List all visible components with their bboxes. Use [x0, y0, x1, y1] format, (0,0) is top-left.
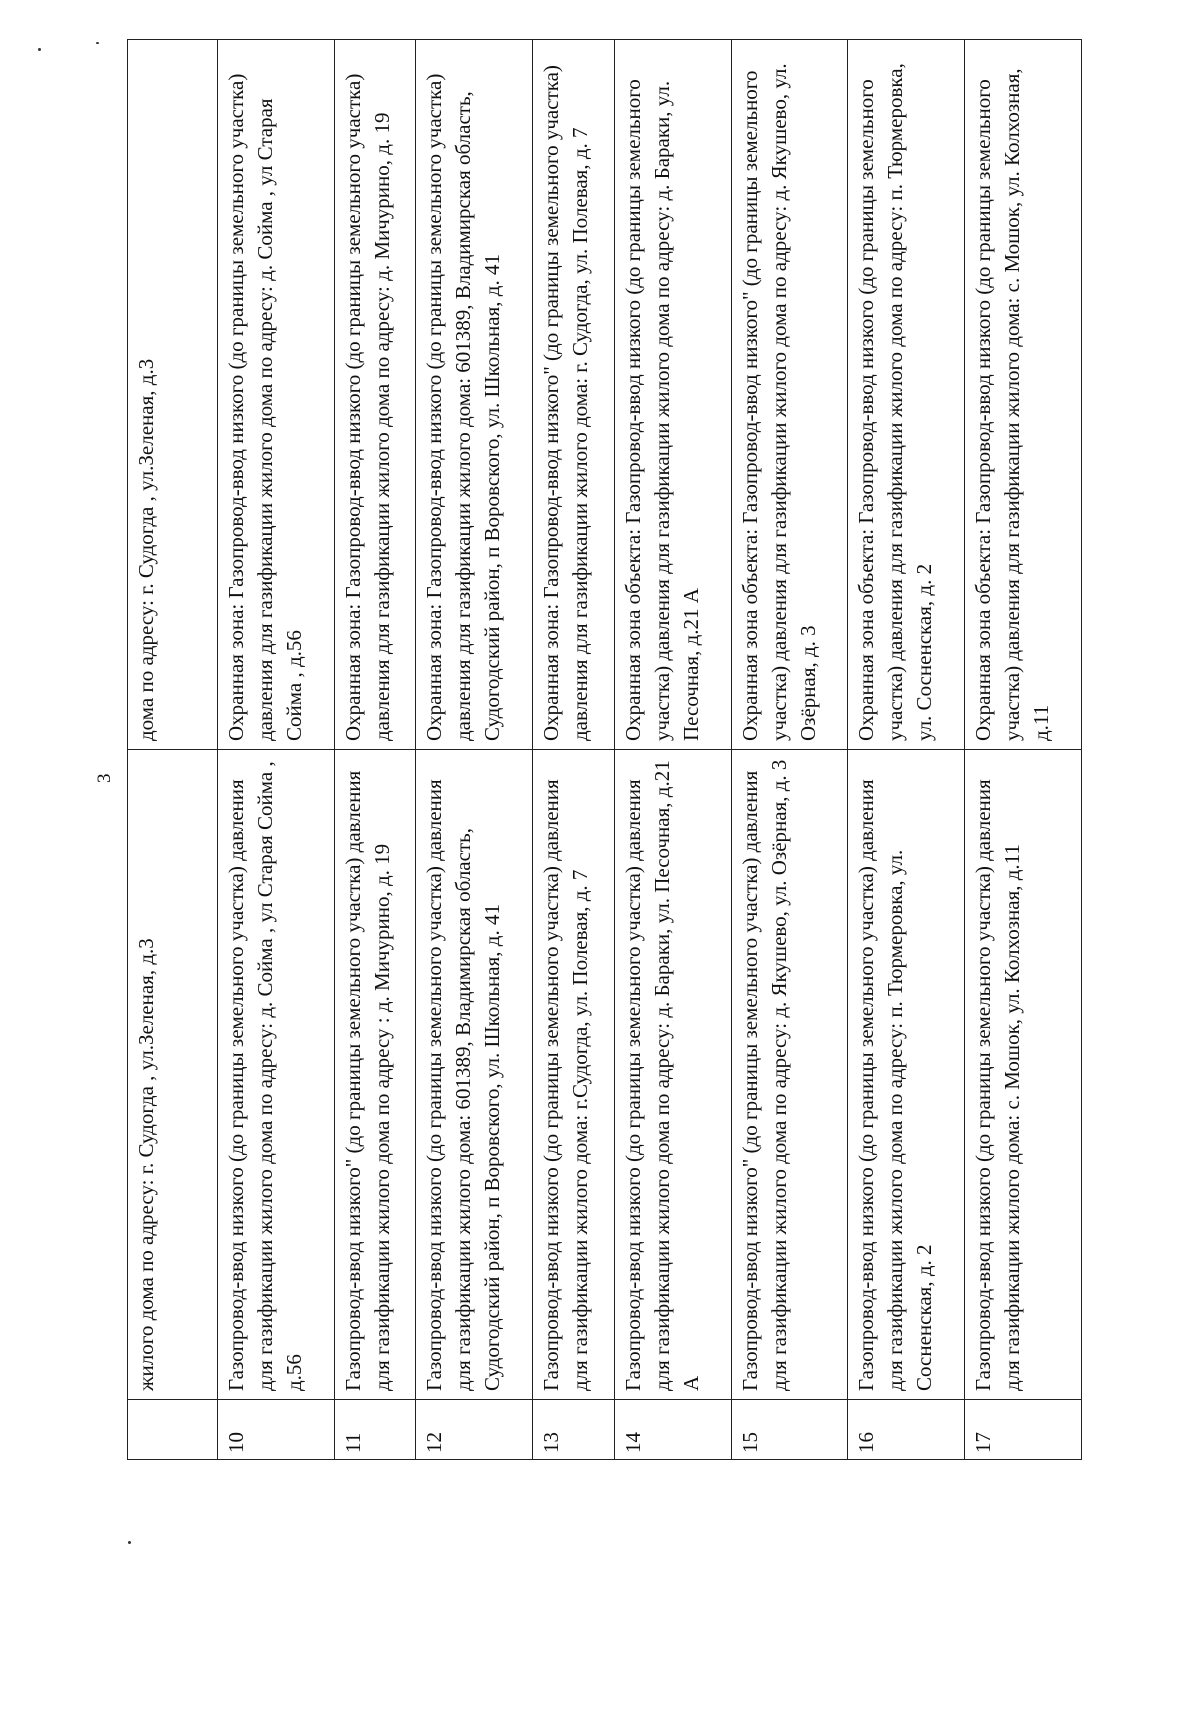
- protection-zone-description: Охранная зона: Газопровод-ввод низкого (до границы земельного участка) давления для газификации жилого дома по адресу: д. Мичурино, д. 19: [334, 40, 416, 750]
- protection-zone-description: Охранная зона объекта: Газопровод-ввод низкого (до границы земельного участка) давления для газификации жилого дома по адресу: д. Бараки, ул. Песочная, д.21 А: [614, 40, 731, 750]
- object-description: жилого дома по адресу: г. Судогда , ул.Зеленая, д.3: [128, 750, 218, 1400]
- table-row: [614, 40, 731, 1460]
- object-description: Газопровод-ввод низкого (до границы земельного участка) давления для газификации жилого дома: с. Мошок, ул. Колхозная, д.11: [965, 750, 1082, 1400]
- protection-zone-description: Охранная зона объекта: Газопровод-ввод низкого (до границы земельного участка) давления для газификации жилого дома: с. Мошок, ул. Колхозная, д.11: [965, 40, 1082, 750]
- row-number: 16: [848, 1400, 965, 1460]
- table-row: [965, 40, 1082, 1460]
- table-row-continuation: [128, 40, 218, 1460]
- row-number: [128, 1400, 218, 1460]
- object-description: Газопровод-ввод низкого (до границы земельного участка) давления для газификации жилого дома: г.Судогда, ул. Полевая, д. 7: [533, 750, 615, 1400]
- table-row: [848, 40, 965, 1460]
- table-row: [731, 40, 848, 1460]
- table-row: [533, 40, 615, 1460]
- protection-zone-description: Охранная зона: Газопровод-ввод низкого (до границы земельного участка) давления для газификации жилого дома по адресу: д. Сойма , ул Старая Сойма , д.56: [218, 40, 335, 750]
- row-number: 15: [731, 1400, 848, 1460]
- protection-zone-description: Охранная зона: Газопровод-ввод низкого (до границы земельного участка) давления для газификации жилого дома: 601389, Владимирская область, Судогодский район, п Воровского, ул. Школьная, д. 41: [416, 40, 533, 750]
- object-description: Газопровод-ввод низкого" (до границы земельного участка) давления для газификации жилого дома по адресу: д. Якушево, ул. Озёрная, д. 3: [731, 750, 848, 1400]
- row-number: 11: [334, 1400, 416, 1460]
- object-description: Газопровод-ввод низкого (до границы земельного участка) давления для газификации жилого дома по адресу: п. Тюрмеровка, ул. Сосненская, д. 2: [848, 750, 965, 1400]
- page-number: 3: [94, 773, 115, 783]
- row-number: 17: [965, 1400, 1082, 1460]
- gas-pipeline-table: [127, 39, 1082, 1460]
- rotated-table-container: [127, 40, 1082, 1460]
- row-number: 12: [416, 1400, 533, 1460]
- scan-speck: [38, 48, 41, 51]
- scan-speck: [128, 1541, 131, 1544]
- row-number: 13: [533, 1400, 615, 1460]
- table-row: [218, 40, 335, 1460]
- object-description: Газопровод-ввод низкого (до границы земельного участка) давления для газификации жилого дома: 601389, Владимирская область, Судогодский район, п Воровского, ул. Школьная, д. 41: [416, 750, 533, 1400]
- row-number: 14: [614, 1400, 731, 1460]
- protection-zone-description: дома по адресу: г. Судогда , ул.Зеленая, д.3: [128, 40, 218, 750]
- table-row: [416, 40, 533, 1460]
- table-row: [334, 40, 416, 1460]
- scan-speck: [96, 42, 99, 44]
- protection-zone-description: Охранная зона объекта: Газопровод-ввод низкого" (до границы земельного участка) давления для газификации жилого дома по адресу: д. Якушево, ул. Озёрная, д. 3: [731, 40, 848, 750]
- object-description: Газопровод-ввод низкого" (до границы земельного участка) давления для газификации жилого дома по адресу : д. Мичурино, д. 19: [334, 750, 416, 1400]
- row-number: 10: [218, 1400, 335, 1460]
- object-description: Газопровод-ввод низкого (до границы земельного участка) давления для газификации жилого дома по адресу: д. Сойма , ул Старая Сойма , д.56: [218, 750, 335, 1400]
- protection-zone-description: Охранная зона: Газопровод-ввод низкого" (до границы земельного участка) давления для газификации жилого дома: г. Судогда, ул. Полевая, д. 7: [533, 40, 615, 750]
- object-description: Газопровод-ввод низкого (до границы земельного участка) давления для газификации жилого дома по адресу: д. Бараки, ул. Песочная, д.21 А: [614, 750, 731, 1400]
- protection-zone-description: Охранная зона объекта: Газопровод-ввод низкого (до границы земельного участка) давления для газификации жилого дома по адресу: п. Тюрмеровка, ул. Сосненская, д. 2: [848, 40, 965, 750]
